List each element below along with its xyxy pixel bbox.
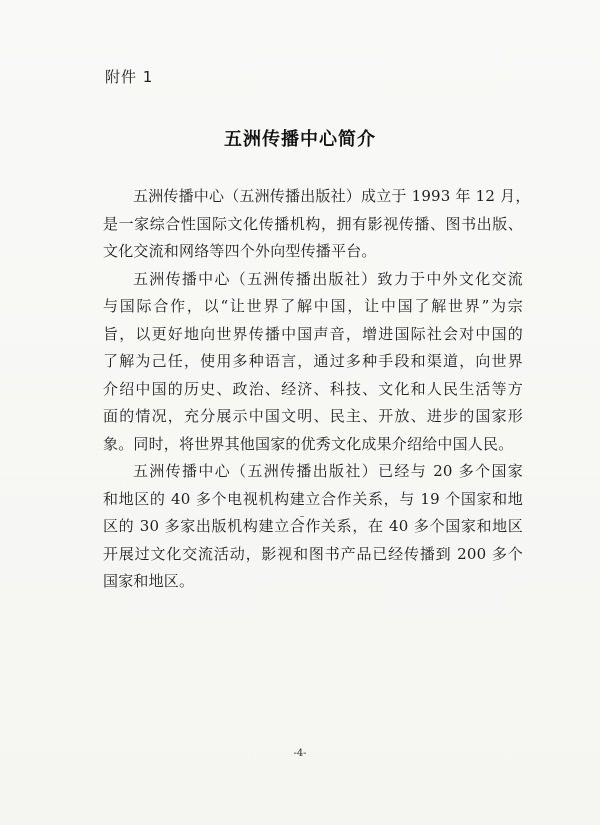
document-title: 五洲传播中心简介 bbox=[224, 129, 376, 150]
text-line: 面的情况，充分展示中国文明、民主、开放、进步的国家形 bbox=[103, 407, 523, 425]
text-line: 国家和地区。 bbox=[103, 572, 195, 590]
text-line: 区的 30 多家出版机构建立合作关系，在 40 多个国家和地区 bbox=[103, 517, 523, 535]
text-line: 文化交流和网络等四个外向型传播平台。 bbox=[103, 242, 377, 260]
text-line: 象。同时，将世界其他国家的优秀文化成果介绍给中国人民。 bbox=[103, 434, 514, 453]
paragraph bbox=[103, 458, 523, 596]
text-line: 了解为己任，使用多种语言，通过多种手段和渠道，向世界 bbox=[103, 352, 523, 370]
scan-speck bbox=[300, 516, 304, 517]
paragraph bbox=[103, 266, 523, 459]
text-line: 介绍中国的历史、政治、经济、科技、文化和人民生活等方 bbox=[103, 379, 523, 398]
text-line: 五洲传播中心（五洲传播出版社）成立于 1993 年 12 月， bbox=[133, 187, 531, 205]
text-line: 与国际合作，以“让世界了解中国，让中国了解世界”为宗 bbox=[103, 297, 523, 315]
document-body bbox=[103, 183, 531, 596]
text-line: 五洲传播中心（五洲传播出版社）已经与 20 多个国家 bbox=[133, 462, 523, 480]
attachment-label: 附件 1 bbox=[105, 68, 154, 86]
page-number: -4- bbox=[293, 748, 307, 759]
text-line: 开展过文化交流活动，影视和图书产品已经传播到 200 多个 bbox=[103, 544, 523, 563]
text-line: 旨，以更好地向世界传播中国声音，增进国际社会对中国的 bbox=[103, 324, 523, 343]
text-line: 五洲传播中心（五洲传播出版社）致力于中外文化交流 bbox=[133, 269, 523, 288]
text-line: 和地区的 40 多个电视机构建立合作关系，与 19 个国家和地 bbox=[103, 489, 523, 508]
text-line: 是一家综合性国际文化传播机构，拥有影视传播、图书出版、 bbox=[103, 214, 523, 233]
paragraph bbox=[103, 183, 531, 266]
